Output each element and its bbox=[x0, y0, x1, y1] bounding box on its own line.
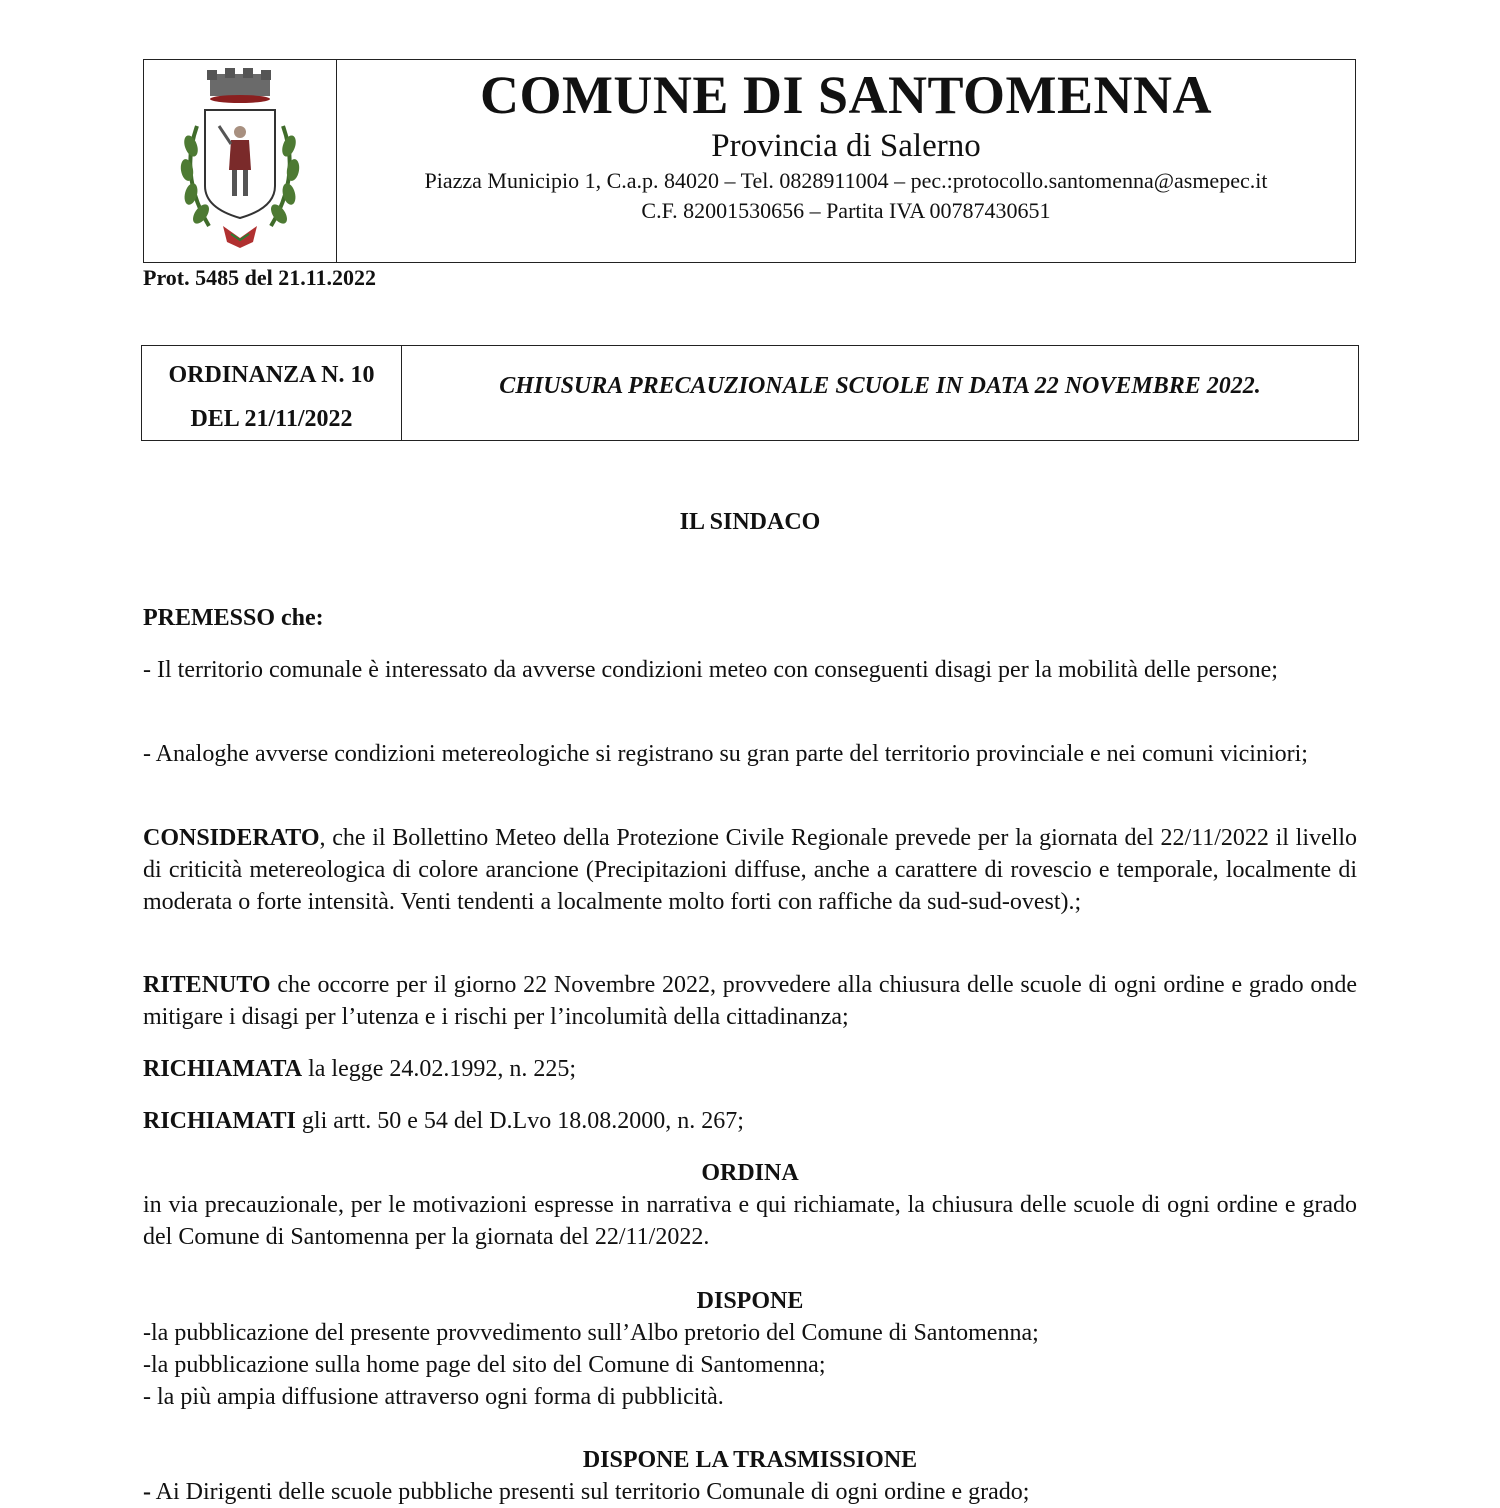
ordinance-box bbox=[141, 345, 1359, 441]
ordina-heading: ORDINA bbox=[701, 1160, 799, 1186]
considerato-text: , che il Bollettino Meteo della Protezione Civile Regionale prevede per la giornata del 22/11/2022 il livello di criticità metereologica di colore arancione (Precipitazioni diffuse, anche a carattere di rovescio e temporale, localmente di moderata o forte intensità. Venti tendenti a localmente molto forti con raffiche da sud-sud-ovest).; bbox=[143, 825, 1357, 915]
richiamati-label: RICHIAMATI bbox=[143, 1108, 296, 1134]
crest-cell bbox=[144, 60, 337, 262]
protocol-number: Prot. 5485 del 21.11.2022 bbox=[143, 265, 377, 290]
ordinance-id bbox=[142, 346, 402, 440]
municipal-crest-icon bbox=[165, 66, 315, 256]
province: Provincia di Salerno bbox=[711, 128, 981, 164]
richiamata-label: RICHIAMATA bbox=[143, 1056, 303, 1082]
ritenuto-label: RITENUTO bbox=[143, 972, 271, 998]
trasmissione-dash: - bbox=[143, 1479, 151, 1505]
considerato-label: CONSIDERATO bbox=[143, 825, 320, 851]
ritenuto-text: che occorre per il giorno 22 Novembre 2022, provvedere alla chiusura delle scuole di ogni ordine e grado onde mitigare i disagi per l’utenza e i rischi per l’incolumità della cittadinanza; bbox=[143, 972, 1357, 1030]
richiamati-paragraph bbox=[143, 1105, 1357, 1137]
considerato-paragraph bbox=[143, 822, 1357, 918]
richiamata-text: la legge 24.02.1992, n. 225; bbox=[302, 1056, 577, 1082]
trasmissione-heading: DISPONE LA TRASMISSIONE bbox=[582, 1447, 918, 1473]
ritenuto-paragraph bbox=[143, 969, 1357, 1033]
address-line: Piazza Municipio 1, C.a.p. 84020 – Tel. 0828911004 – pec.:protocollo.santomenna@asmepec.it bbox=[424, 168, 1268, 193]
tax-line: C.F. 82001530656 – Partita IVA 00787430651 bbox=[641, 198, 1051, 223]
ordinance-number: ORDINANZA N. 10 bbox=[168, 362, 375, 388]
premesso-item: - Il territorio comunale è interessato da avverse condizioni meteo con conseguenti disagi per la mobilità delle persone; bbox=[143, 657, 1278, 683]
ordina-text: in via precauzionale, per le motivazioni espresse in narrativa e qui richiamate, la chiusura delle scuole di ogni ordine e grado del Comune di Santomenna per la giornata del 22/11/2022. bbox=[143, 1192, 1357, 1250]
richiamata-paragraph bbox=[143, 1053, 1357, 1085]
premesso-item: - Analoghe avverse condizioni metereologiche si registrano su gran parte del territorio provinciale e nei comuni viciniori; bbox=[143, 741, 1308, 767]
trasmissione-item bbox=[143, 1476, 1357, 1508]
richiamati-text: gli artt. 50 e 54 del D.Lvo 18.08.2000, n. 267; bbox=[295, 1108, 744, 1134]
ordinance-subject: CHIUSURA PRECAUZIONALE SCUOLE IN DATA 22 NOVEMBRE 2022. bbox=[499, 373, 1261, 399]
dispone-heading: DISPONE bbox=[696, 1288, 804, 1314]
sindaco-heading: IL SINDACO bbox=[679, 509, 821, 535]
trasmissione-text: Ai Dirigenti delle scuole pubbliche presenti sul territorio Comunale di ogni ordine e grado; bbox=[151, 1479, 1030, 1505]
letterhead bbox=[143, 59, 1356, 263]
dispone-item: -la pubblicazione del presente provvedimento sull’Albo pretorio del Comune di Santomenna; bbox=[143, 1320, 1039, 1346]
ordinance-date: DEL 21/11/2022 bbox=[190, 406, 353, 432]
dispone-item: - la più ampia diffusione attraverso ogni forma di pubblicità. bbox=[143, 1384, 724, 1410]
premesso-heading: PREMESSO che: bbox=[143, 605, 324, 631]
dispone-item: -la pubblicazione sulla home page del sito del Comune di Santomenna; bbox=[143, 1352, 826, 1378]
organization-info bbox=[337, 60, 1355, 262]
municipality-title: COMUNE DI SANTOMENNA bbox=[479, 65, 1213, 125]
